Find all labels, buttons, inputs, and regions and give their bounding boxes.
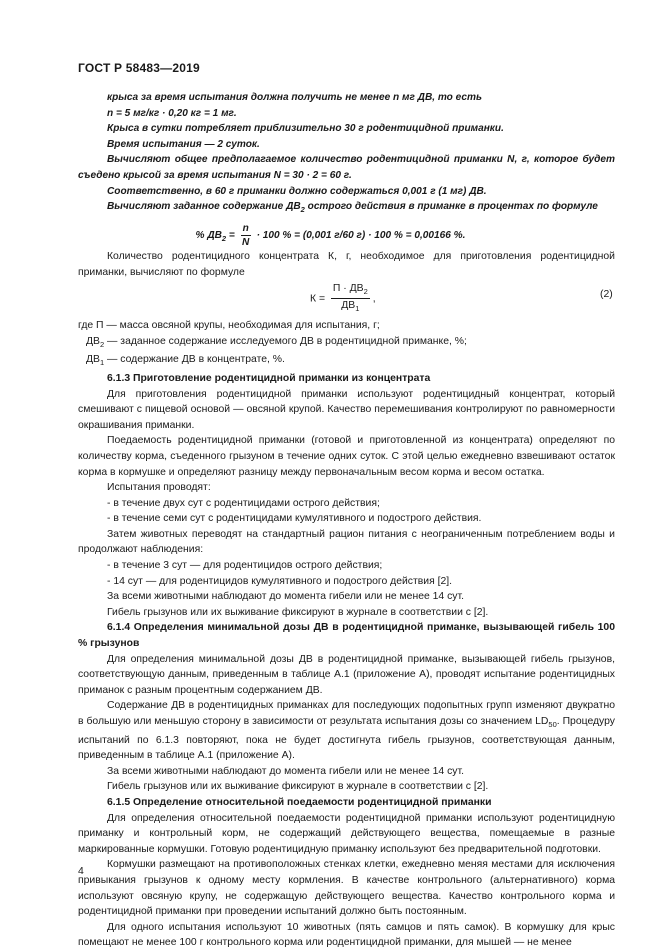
- paragraph: Затем животных переводят на стандартный рацион питания с неограниченным потреблением воды и продолжают наблюдения:: [78, 528, 615, 556]
- list-item: - 14 сут — для родентицидов кумулятивного и подострого действия [2].: [107, 575, 453, 587]
- calc-line: крыса за время испытания должна получить не менее n мг ДВ, то есть: [107, 92, 482, 103]
- fraction: $\frac{П \cdot ДВ_2}{ДВ_1}$: [332, 283, 368, 314]
- paragraph: Для определения относительной поедаемости родентицидной приманки используют родентицидную приманку и контрольный корм, не содержащий действующего вещества, помещаемые в разные маркированные кормушки. Готовую родентицидную приманку используют без предварительной подготовки.: [78, 812, 615, 855]
- paragraph: За всеми животными наблюдают до момента гибели или не менее 14 сут.: [107, 765, 464, 777]
- paragraph: Гибель грызунов или их выживание фиксируют в журнале в соответствии с [2].: [107, 781, 489, 793]
- where-line: где П — масса овсяной крупы, необходимая для испытания, г;: [78, 320, 380, 331]
- paragraph: За всеми животными наблюдают до момента гибели или не менее 14 сут.: [107, 591, 464, 603]
- paragraph: Содержание ДВ в родентицидных приманках для последующих подопытных групп изменяют двукратно в большую или меньшую сторону в зависимости от результата испытания дозы со значением $LD_{50}$. Процедуру испытаний по 6.1.3 повторяют, пока не будет достигнута гибель грызунов, соответствующая данным, приведенным в таблице А.1 (приложение А).: [78, 700, 615, 762]
- where-line: $ДВ_1$ — содержание ДВ в концентрате, %.: [86, 354, 285, 368]
- paragraph: Гибель грызунов или их выживание фиксируют в журнале в соответствии с [2].: [107, 606, 489, 618]
- fraction: $\frac{n}{N}$: [242, 223, 250, 248]
- list-item: - в течение 3 сут — для родентицидов острого действия;: [107, 560, 383, 572]
- concentrate-paragraph: Количество родентицидного концентрата К, г, необходимое для приготовления родентицидной приманки, вычисляют по формуле: [78, 251, 615, 278]
- calc-line: Вычисляют заданное содержание $ДВ_2$ острого действия в приманке в процентах по формуле: [107, 201, 598, 215]
- page-number: 4: [78, 866, 84, 877]
- list-item: - в течение семи сут с родентицидами кумулятивного и подострого действия.: [107, 513, 482, 525]
- where-line: $ДВ_2$ — заданное содержание исследуемого ДВ в родентицидной приманке, %;: [86, 335, 467, 349]
- list-item: - в течение двух сут с родентицидами острого действия;: [107, 497, 380, 509]
- paragraph: Для приготовления родентицидной приманки используют родентицидный концентрат, который смешивают с пищевой основой — овсяной крупой. Качество перемешивания контролируют по равномерности окрашивания приманки.: [78, 388, 615, 431]
- formula-percent-dv: % $ДВ_2$ = $\frac{n}{N}$ · 100 % = (0,001 г/60 г) · 100 % = 0,00166 %.: [195, 223, 466, 248]
- formula-k: К = $\frac{П \cdot ДВ_2}{ДВ_1}$ ,: [310, 283, 376, 314]
- paragraph: Испытания проводят:: [107, 482, 211, 494]
- paragraph: Кормушки размещают на противоположных стенках клетки, ежедневно меняя местами для исключения привыкания грызунов к одному месту кормления. В качестве контрольного (альтернативного) корма используют овсяную крупу, не содержащую действующего вещества. Качество контрольного корма и родентицидной приманки при проведении испытаний должно быть постоянным.: [78, 859, 615, 918]
- document-header: ГОСТ Р 58483—2019: [78, 61, 200, 75]
- section-title-6-1-5: 6.1.5 Определение относительной поедаемости родентицидной приманки: [107, 797, 492, 809]
- section-title-6-1-4: 6.1.4 Определения минимальной дозы ДВ в родентицидной приманке, вызывающей гибель 100 % грызунов: [78, 622, 615, 650]
- calc-line: Вычисляют общее предполагаемое количество родентицидной приманки N, г, которое будет съедено крысой за время испытания N = 30 · 2 = 60 г.: [78, 154, 615, 181]
- calc-line: n = 5 мг/кг · 0,20 кг = 1 мг.: [107, 107, 237, 119]
- calculation-block: [78, 90, 615, 218]
- section-title-6-1-3: 6.1.3 Приготовление родентицидной приманки из концентрата: [107, 372, 431, 384]
- formula-number: (2): [600, 289, 613, 300]
- calc-line: Время испытания — 2 суток.: [107, 138, 260, 150]
- main-text: [78, 318, 615, 951]
- paragraph: Поедаемость родентицидной приманки (готовой и приготовленной из концентрата) определяют по количеству корма, съеденного грызуном в течение одних суток. С этой целью ежедневно взвешивают остаток корма в кормушке и определяют разницу между первоначальным весом корма и весом остатка.: [78, 435, 615, 478]
- calc-line: Крыса в сутки потребляет приблизительно 30 г родентицидной приманки.: [107, 123, 504, 135]
- calc-line: Соответственно, в 60 г приманки должно содержаться 0,001 г (1 мг) ДВ.: [107, 185, 487, 197]
- paragraph: Для определения минимальной дозы ДВ в родентицидной приманке, вызывающей гибель грызунов, соответствующую данным, приведенным в таблице А.1 (приложение А), проводят испытание родентицидных приманок с разным процентным содержанием ДВ.: [78, 653, 615, 696]
- paragraph: Для одного испытания используют 10 животных (пять самцов и пять самок). В кормушку для крыс помещают не менее 100 г контрольного корма или родентицидной приманки, для мышей — не менее: [78, 921, 615, 949]
